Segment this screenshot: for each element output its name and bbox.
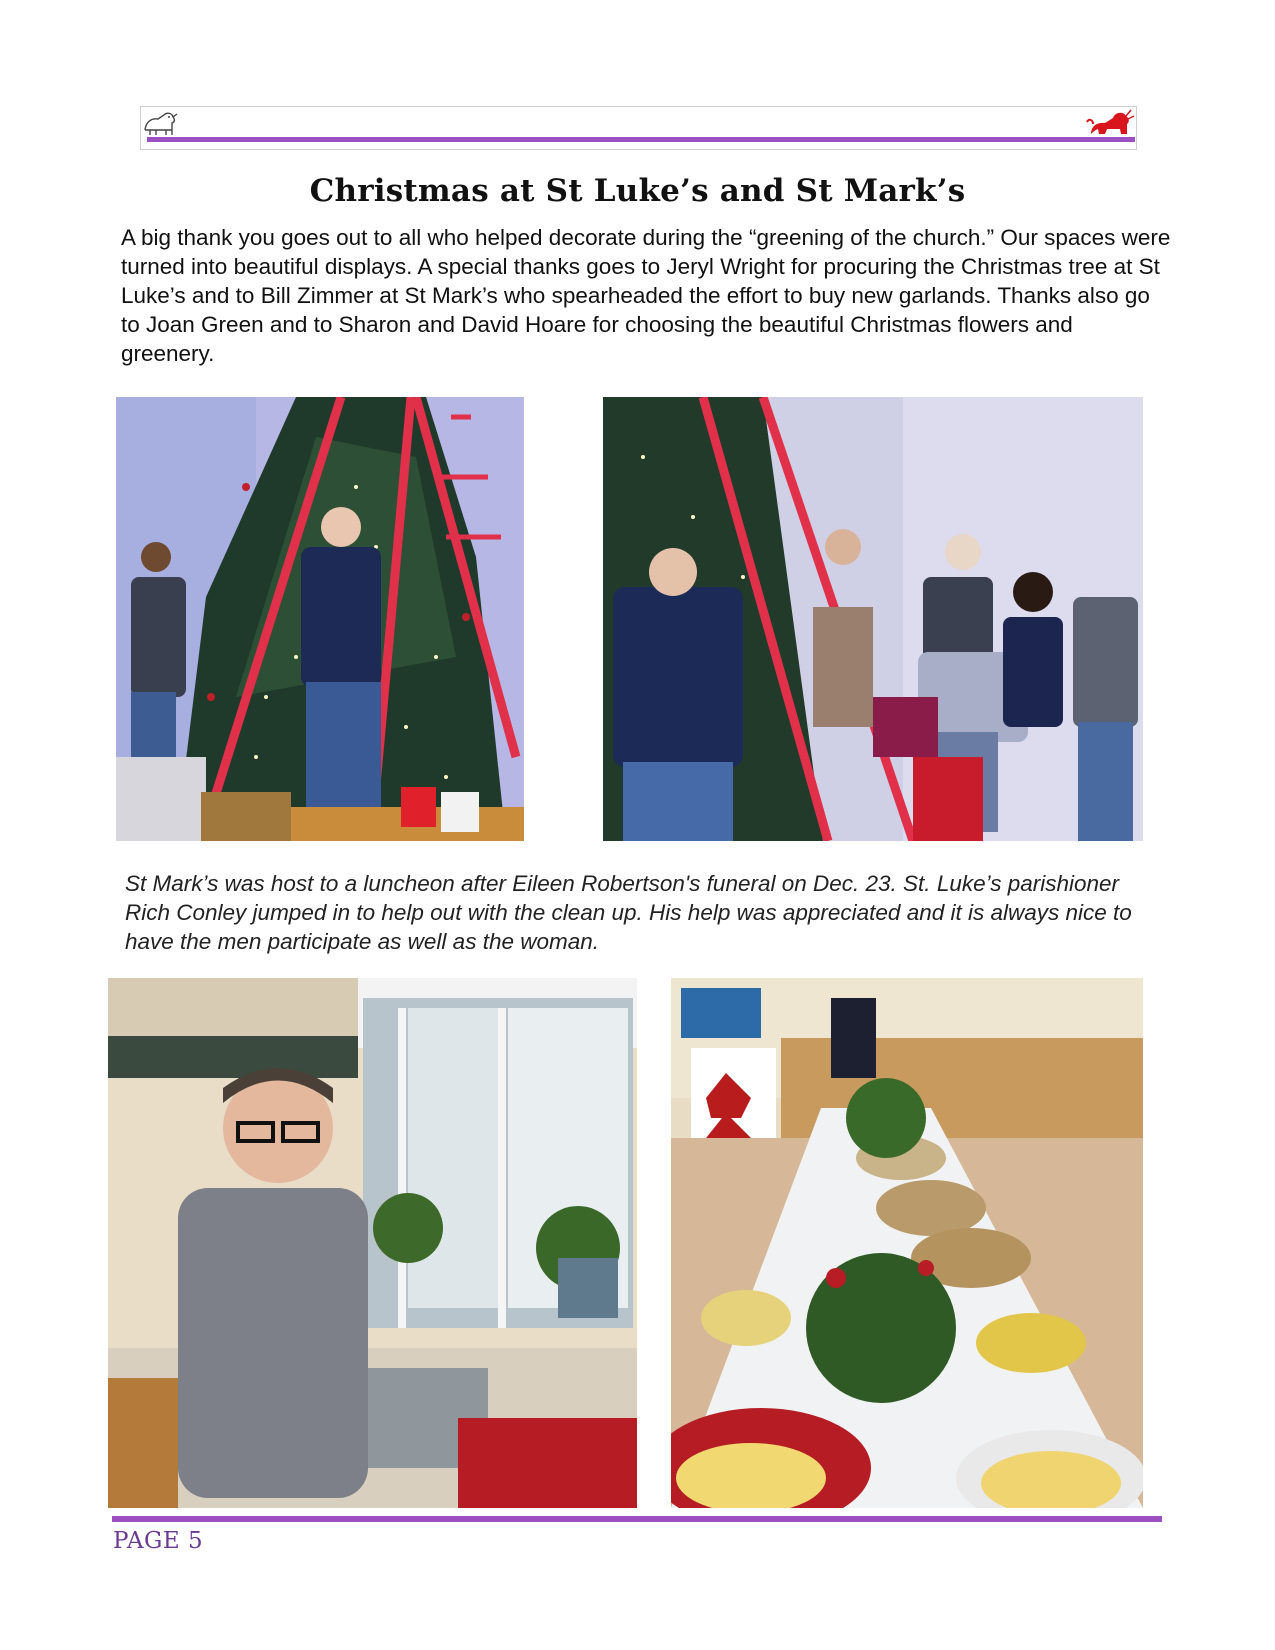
header-banner [140, 106, 1137, 150]
article-intro: A big thank you goes out to all who helped decorate during the “greening of the church.” Our spaces were turned into beautiful displays. A special thanks goes to Jeryl Wright for procuring the Christmas tree at St Luke’s and to Bill Zimmer at St Mark’s who spearheaded the effort to buy new garlands. Thanks also go to Joan Green and to Sharon and David Hoare for choosing the beautiful Christmas flowers and greenery. [121, 225, 1171, 366]
footer-rule [112, 1516, 1162, 1522]
photo-caption: St Mark’s was host to a luncheon after Eileen Robertson's funeral on Dec. 23. St. Luke’s parishioner Rich Conley jumped in to help out with the clean up. His help was appreciated and it is always nice to have the men participate as well as the woman. [125, 871, 1132, 954]
red-lion-icon [1085, 108, 1135, 140]
photo-kitchen-cleanup [108, 978, 637, 1508]
photo-group-decorating [603, 397, 1143, 841]
photo-tree-decorating [116, 397, 524, 841]
article-title: Christmas at St Luke’s and St Mark’s [309, 173, 966, 209]
page-number: PAGE 5 [113, 1528, 204, 1554]
photo-luncheon-table [671, 978, 1143, 1508]
lion-sketch-icon [142, 108, 180, 138]
header-rule [147, 137, 1135, 142]
